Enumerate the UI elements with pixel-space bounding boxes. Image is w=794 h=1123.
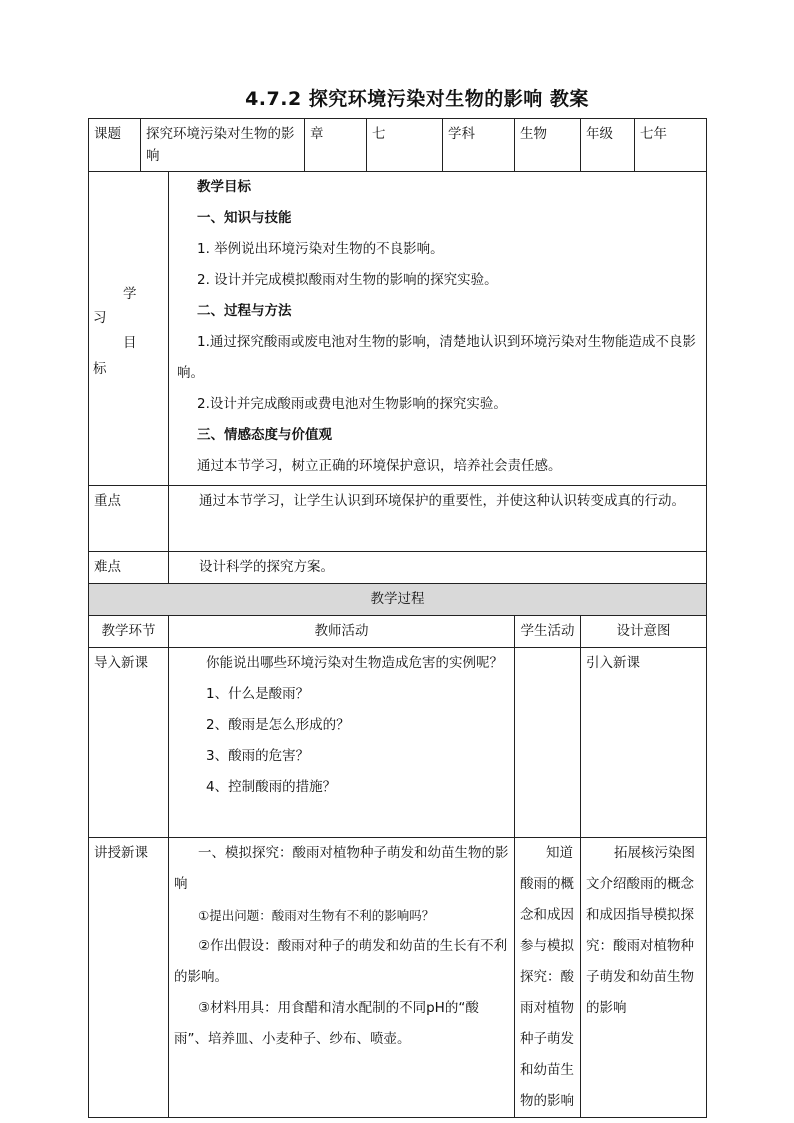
objectives-label-char: 学 bbox=[123, 286, 137, 302]
intent-cell: 引入新课 bbox=[581, 648, 707, 838]
objective-item: 2. 设计并完成模拟酸雨对生物的影响的探究实验。 bbox=[197, 272, 498, 288]
header-row bbox=[89, 119, 707, 172]
lesson-plan-table bbox=[88, 118, 707, 1118]
key-point-row bbox=[89, 486, 707, 552]
objectives-label-char: 目 bbox=[123, 335, 137, 351]
key-point-body: 通过本节学习，让学生认识到环境保护的重要性，并使这种认识转变成真的行动。 bbox=[199, 493, 685, 509]
column-header: 教师活动 bbox=[169, 616, 515, 648]
objectives-label bbox=[89, 172, 169, 486]
teacher-item: ①提出问题：酸雨对生物有不利的影响吗？ bbox=[198, 908, 435, 923]
key-point-text bbox=[169, 486, 707, 552]
difficulty-label: 难点 bbox=[89, 552, 169, 584]
teacher-intro: 你能说出哪些环境污染对生物造成危害的实例呢？ bbox=[206, 655, 503, 671]
teacher-activity-cell bbox=[169, 648, 515, 838]
objective-item: 通过本节学习，树立正确的环境保护意识，培养社会责任感。 bbox=[197, 458, 562, 474]
difficulty-row bbox=[89, 552, 707, 584]
objectives-content bbox=[169, 172, 707, 486]
objectives-heading: 教学目标 bbox=[197, 179, 251, 195]
process-heading-row bbox=[89, 584, 707, 616]
teacher-item: 2、酸雨是怎么形成的？ bbox=[206, 717, 350, 733]
teacher-activity-cell bbox=[169, 838, 515, 1118]
objectives-row bbox=[89, 172, 707, 486]
column-header: 设计意图 bbox=[581, 616, 707, 648]
teacher-item: ②作出假设：酸雨对种子的萌发和幼苗的生长有不利的影响。 bbox=[174, 938, 508, 985]
subject-value: 生物 bbox=[515, 119, 581, 172]
teacher-intro: 一、模拟探究：酸雨对植物种子萌发和幼苗生物的影响 bbox=[174, 845, 509, 892]
chapter-value: 七 bbox=[367, 119, 443, 172]
section-attitude-title: 三、情感态度与价值观 bbox=[197, 427, 332, 443]
chapter-label: 章 bbox=[305, 119, 367, 172]
teacher-item: 4、控制酸雨的措施？ bbox=[206, 779, 337, 795]
section-knowledge-title: 一、知识与技能 bbox=[197, 210, 292, 226]
objective-item: 1. 举例说出环境污染对生物的不良影响。 bbox=[197, 241, 444, 257]
objectives-label-char: 习 bbox=[93, 310, 107, 326]
student-activity-cell bbox=[515, 648, 581, 838]
process-row bbox=[89, 838, 707, 1118]
process-row bbox=[89, 648, 707, 838]
difficulty-text: 设计科学的探究方案。 bbox=[169, 552, 707, 584]
topic-value: 探究环境污染对生物的影响 bbox=[141, 119, 305, 172]
objectives-label-char: 标 bbox=[93, 361, 107, 377]
teacher-item: 3、酸雨的危害？ bbox=[206, 748, 310, 764]
grade-value: 七年 bbox=[635, 119, 707, 172]
teacher-item: ③材料用具：用食醋和清水配制的不同pH的“酸雨”、培养皿、小麦种子、纱布、喷壶。 bbox=[174, 1000, 479, 1047]
column-header: 学生活动 bbox=[515, 616, 581, 648]
topic-label: 课题 bbox=[89, 119, 141, 172]
objective-item: 2.设计并完成酸雨或费电池对生物影响的探究实验。 bbox=[197, 396, 507, 412]
teacher-item: 1、什么是酸雨？ bbox=[206, 686, 310, 702]
objective-item: 1.通过探究酸雨或废电池对生物的影响，清楚地认识到环境污染对生物能造成不良影响。 bbox=[177, 334, 696, 381]
student-activity-cell: 知道酸雨的概念和成因参与模拟探究：酸雨对植物种子萌发和幼苗生物的影响 bbox=[515, 838, 581, 1118]
process-columns-row bbox=[89, 616, 707, 648]
stage-cell: 导入新课 bbox=[89, 648, 169, 838]
process-heading: 教学过程 bbox=[89, 584, 707, 616]
intent-cell: 拓展核污染图文介绍酸雨的概念和成因指导模拟探究：酸雨对植物种子萌发和幼苗生物的影响 bbox=[581, 838, 707, 1118]
grade-label: 年级 bbox=[581, 119, 635, 172]
page-title: 4.7.2 探究环境污染对生物的影响 教案 bbox=[245, 88, 589, 110]
section-process-title: 二、过程与方法 bbox=[197, 303, 292, 319]
subject-label: 学科 bbox=[443, 119, 515, 172]
column-header: 教学环节 bbox=[89, 616, 169, 648]
key-point-label: 重点 bbox=[89, 486, 169, 552]
stage-cell: 讲授新课 bbox=[89, 838, 169, 1118]
